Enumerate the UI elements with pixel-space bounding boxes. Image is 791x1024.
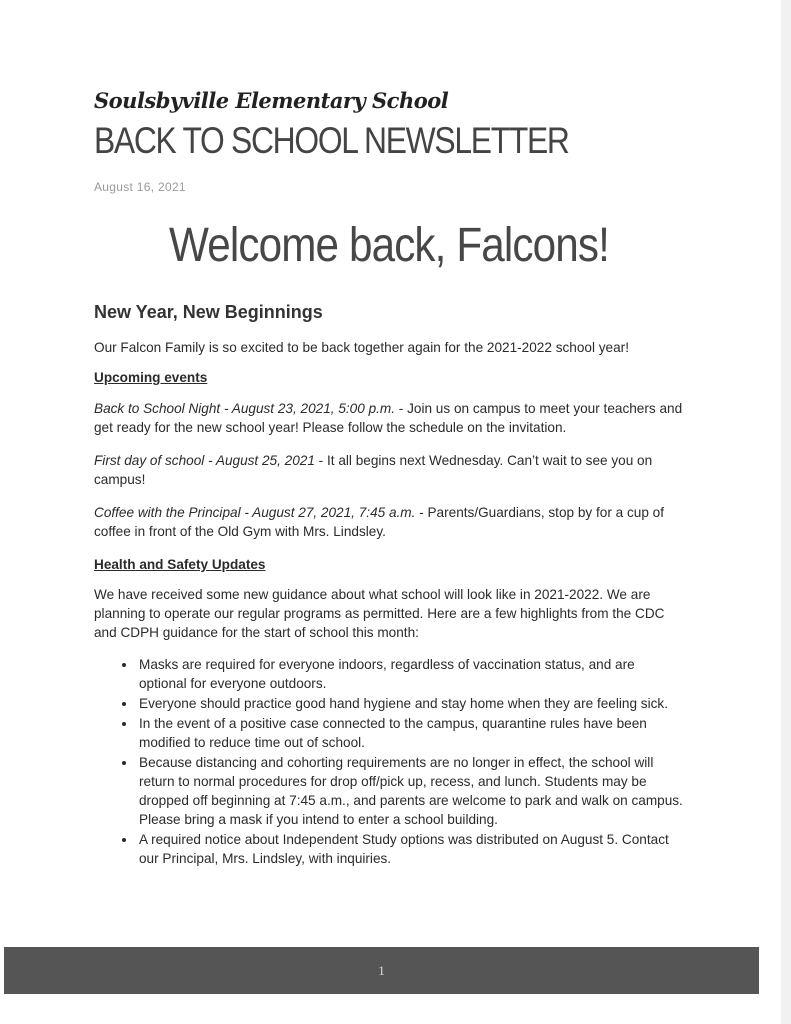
event-text: - It all begins next Wednesday. Can’t wait to see you on campus! [94, 453, 653, 487]
upcoming-events-heading: Upcoming events [94, 370, 208, 385]
event-text: - Parents/Guardians, stop by for a cup of coffee in front of the Old Gym with Mrs. Lindsley. [94, 505, 664, 539]
health-bullet-list [94, 655, 684, 868]
event-item [94, 399, 684, 437]
page-footer [4, 947, 759, 994]
page-edge [781, 0, 791, 1024]
event-item [94, 451, 684, 489]
section-heading: New Year, New Beginnings [94, 302, 323, 322]
event-title: Back to School Night - August 23, 2021, 5:00 p.m. [94, 401, 396, 416]
welcome-heading: Welcome back, Falcons! [169, 219, 609, 272]
newsletter-title: BACK TO SCHOOL NEWSLETTER [94, 120, 569, 161]
school-name: Soulsbyville Elementary School [94, 88, 449, 113]
list-item: • Masks are required for everyone indoors, regardless of vaccination status, and are optional for everyone outdoors. [137, 655, 684, 693]
event-title: First day of school - August 25, 2021 [94, 453, 315, 468]
list-item: • Because distancing and cohorting requirements are no longer in effect, the school will return to normal procedures for drop off/pick up, recess, and lunch. Students may be dropped off beginning at 7:45 a.m., and parents are welcome to park and walk on campus. Please bring a mask if you intend to enter a school building. [137, 753, 684, 829]
intro-paragraph: Our Falcon Family is so excited to be back together again for the 2021-2022 school year! [94, 340, 629, 355]
list-item: • A required notice about Independent Study options was distributed on August 5. Contact our Principal, Mrs. Lindsley, with inquiries. [137, 830, 684, 868]
list-item: • Everyone should practice good hand hygiene and stay home when they are feeling sick. [137, 694, 684, 713]
event-title: Coffee with the Principal - August 27, 2021, 7:45 a.m. [94, 505, 416, 520]
health-safety-heading: Health and Safety Updates [94, 557, 266, 572]
page-number: 1 [378, 962, 385, 978]
newsletter-date: August 16, 2021 [94, 180, 186, 194]
health-intro-paragraph: We have received some new guidance about what school will look like in 2021-2022. We are planning to operate our regular programs as permitted. Here are a few highlights from the CDC and CDPH guidance for the start of school this month: [94, 587, 665, 640]
newsletter-document [94, 88, 684, 869]
event-item [94, 503, 684, 541]
event-text: - Join us on campus to meet your teachers and get ready for the new school year! Please follow the schedule on the invitation. [94, 401, 683, 435]
list-item: • In the event of a positive case connected to the campus, quarantine rules have been modified to reduce time out of school. [137, 714, 684, 752]
